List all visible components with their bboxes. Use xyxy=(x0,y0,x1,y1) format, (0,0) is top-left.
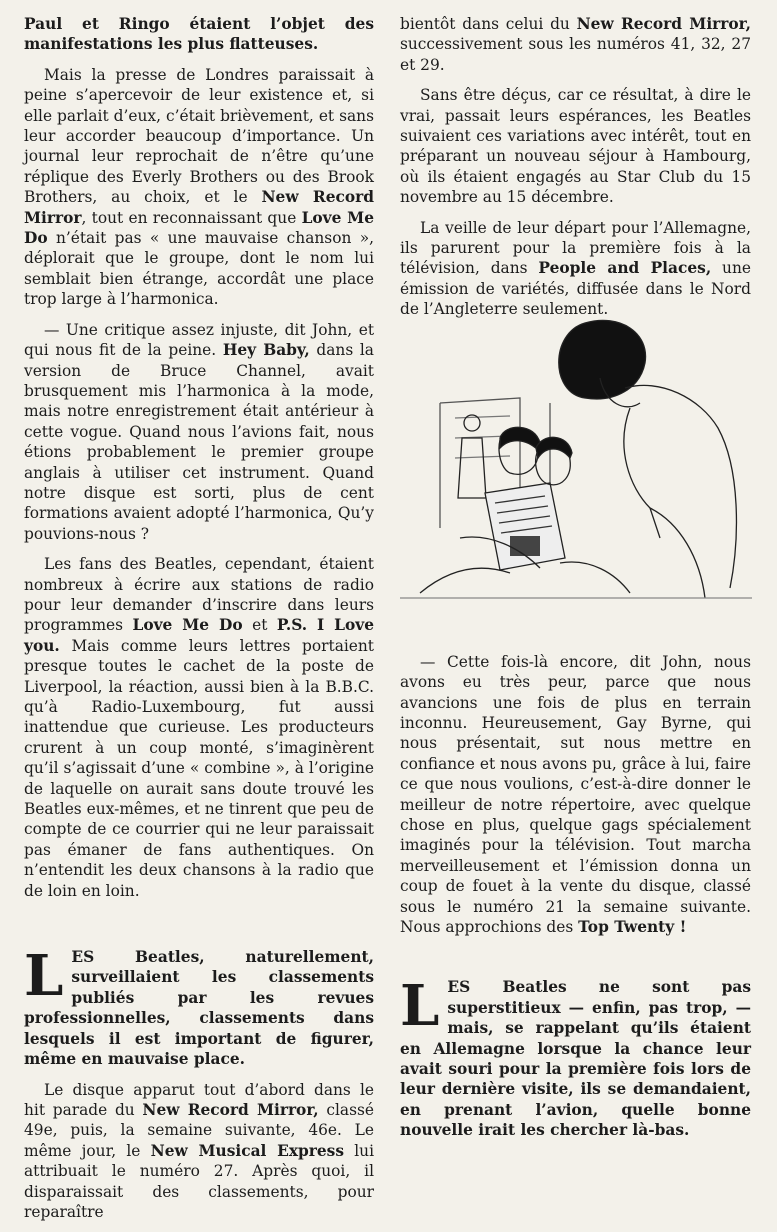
paragraph-fans: Les fans des Beatles, cependant, étaient nombreux à écrire aux stations de radio pour leur demander d’inscrire dans leurs programmes Love Me Do et P.S. I Love you. Mais comme leurs lettres portaient presque toutes le cachet de la poste de Liverpool, la réaction, aussi bien à la B.B.C. qu’à Radio-Luxembourg, fut aussi inattendue que curieuse. Les producteurs crurent à un coup monté, s’imaginèrent qu’il s’agissait d’une « combine », à l’origine de laquelle on aurait sans doute trouvé les Beatles eux-mêmes, et ne tinrent que peu de compte de ce courrier qui ne leur paraissait pas émaner de fans authentiques. On n’entendit les deux chansons à la radio que de loin en loin. xyxy=(24,555,374,900)
paragraph-hit-parade: Le disque apparut tout d’abord dans le hit parade du New Record Mirror, classé 49e, puis, la semaine suivante, 46e. Le même jour, le New Musical Express lui attribuait le numéro 27. Après quoi, il disparaissait des classements, pour reparaître xyxy=(24,1080,374,1221)
section-heading-superstition: LES Beatles ne sont pas superstitieux — enfin, pas trop, — mais, se rappelant qu’ils étaient en Allemagne lorsque la chance leur avait souri pour la première fois lors de leur dernière visite, ils se demandaient, en prenant l’avion, quelle bonne nouvelle irait les chercher là-bas. xyxy=(400,973,751,1140)
drop-cap-letter: L xyxy=(24,943,64,1010)
title-love-me-do: Love Me Do xyxy=(24,208,374,248)
section-heading-charts: LES Beatles, naturellement, surveillaient les classements publiés par les revues professionnelles, classements dans lesquels il est important de figurer, même en mauvaise place. xyxy=(24,943,374,1069)
paragraph-continued: bientôt dans celui du New Record Mirror, successivement sous les numéros 41, 32, 27 et 29. xyxy=(400,15,751,74)
title-people-and-places: People and Places, xyxy=(538,259,712,278)
title-new-record-mirror: New Record Mirror xyxy=(24,188,375,227)
intro-bold-line xyxy=(24,14,374,55)
drop-cap-letter: L xyxy=(400,973,440,1040)
left-column xyxy=(24,0,374,1232)
beatles-newspaper-illustration xyxy=(400,308,752,608)
paragraph-hamburg: Sans être déçus, car ce résultat, à dire le vrai, passait leurs espérances, les Beatles suivaient ces variations avec intérêt, tout en préparant un nouveau séjour à Hambourg, où ils étaient engagés au Star Club du 15 novembre au 15 décembre. xyxy=(400,86,751,207)
paragraph-television: La veille de leur départ pour l’Allemagne, ils parurent pour la première fois à la télévision, dans People and Places, une émission de variétés, diffusée dans le Nord de l’Angleterre seulement. xyxy=(400,218,751,319)
intro-bold-text: Paul et Ringo étaient l’objet des manifestations les plus flatteuses. xyxy=(24,15,374,54)
paragraph-press: Mais la presse de Londres paraissait à peine s’apercevoir de leur existence et, si elle parlait d’eux, c’était brièvement, et sans leur accorder beaucoup d’importance. Un journal leur reprochait de n’être qu’une réplique des Everly Brothers ou des Brook Brothers, au choix, et le New Record Mirror, tout en reconnaissant que Love Me Do n’était pas « une mauvaise chanson », déplorait que le groupe, dont le nom lui semblait bien étrange, accordât une place trop large à l’harmonica. xyxy=(24,65,375,309)
paragraph-john-tv: — Cette fois-là encore, dit John, nous avons eu très peur, parce que nous avancions une fois de plus en terrain inconnu. Heureusement, Gay Byrne, qui nous présentait, sut nous mettre en confiance et nous avons pu, grâce à lui, faire ce que nous voulions, c’est-à-dire donner le meilleur de notre répertoire, avec quelque chose en plus, quelque gags spécialement imaginés pour la télévision. Tout marcha merveilleusement et l’émission donna un coup de fouet à la vente du disque, classé sous le numéro 21 la semaine suivante. Nous approchions des Top Twenty ! xyxy=(400,652,751,936)
title-hey-baby: Hey Baby, xyxy=(222,341,310,360)
paragraph-john-critique: — Une critique assez injuste, dit John, et qui nous fit de la peine. Hey Baby, dans la version de Bruce Channel, avait brusquement mis l’harmonica à la mode, mais notre enregistrement était antérieur à cette vogue. Quand nous l’avions fait, nous étions probablement le premier groupe anglais à utiliser cet instrument. Quand notre disque est sorti, plus de cent formations avaient adopté l’harmonica, Qu’y pouvions-nous ? xyxy=(24,320,374,543)
